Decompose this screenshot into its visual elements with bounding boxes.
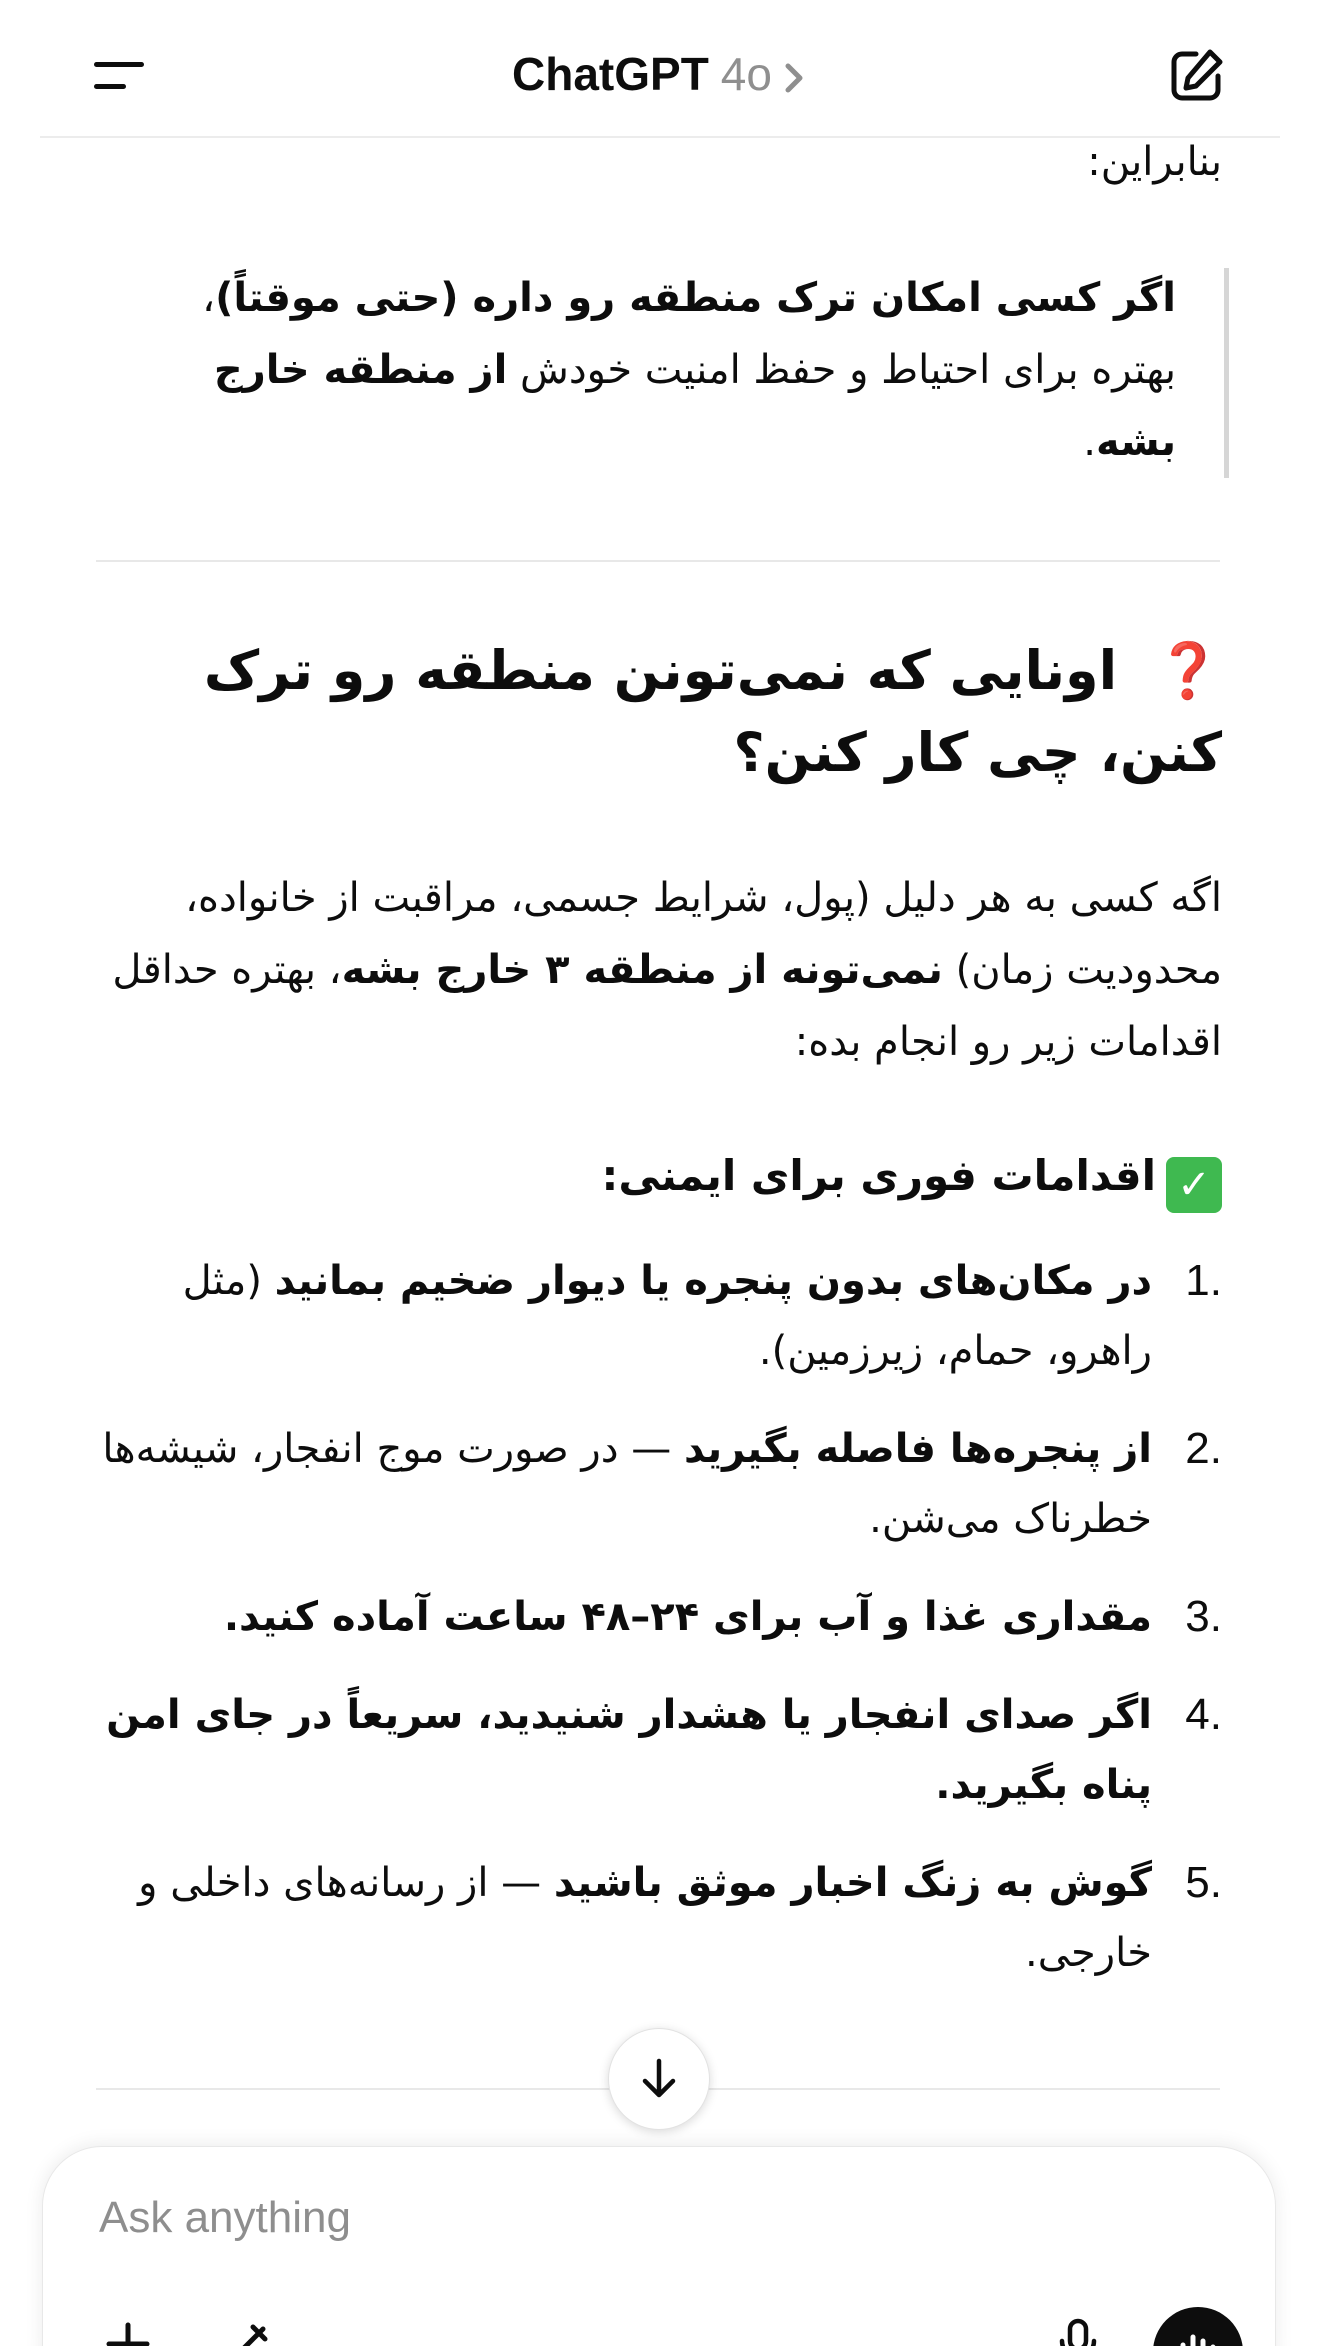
plus-icon[interactable] <box>103 2319 153 2346</box>
para-plain-2: ، بهتره حداقل اقدامات زیر رو انجام بده: <box>112 947 1222 1065</box>
question-mark-icon: ❓ <box>1154 639 1222 702</box>
model-name: 4o <box>720 48 772 100</box>
blockquote-bar <box>1224 268 1229 478</box>
quote-plain-1: ، بهتره برای احتیاط و حفظ امنیت خودش <box>202 275 1176 393</box>
para-plain-1: اگه کسی به هر دلیل (پول، شرایط جسمی، مراقبت از خانواده، محدودیت زمان) <box>185 875 1222 993</box>
quote-bold-1: اگر کسی امکان ترک منطقه رو داره (حتی موقتاً) <box>215 275 1176 321</box>
top-bar <box>0 0 1320 138</box>
voice-mode-icon <box>1153 2307 1243 2346</box>
heading-text: اونایی که نمی‌تونن منطقه رو ترک کنن، چی کار کنن؟ <box>203 639 1222 784</box>
list-item-bold: مقداری غذا و آب برای ۲۴–۴۸ ساعت آماده کنید. <box>223 1594 1152 1640</box>
list-number: 2. <box>1185 1424 1222 1473</box>
arrow-down-icon <box>639 2057 679 2101</box>
section-heading <box>98 630 1222 794</box>
list-item-text: — از رسانه‌های داخلی و خارجی. <box>138 1860 1152 1976</box>
check-mark-icon: ✓ <box>1166 1157 1222 1213</box>
action-list <box>98 1246 1222 2016</box>
list-item <box>98 1246 1222 1386</box>
subheading <box>98 1140 1222 1213</box>
scroll-to-bottom-button[interactable] <box>608 2028 710 2130</box>
list-item-bold: گوش به زنگ اخبار موثق باشید <box>553 1860 1152 1906</box>
new-chat-button[interactable] <box>1166 46 1226 106</box>
list-item-bold: در مکان‌های بدون پنجره یا دیوار ضخیم بمانید <box>274 1258 1152 1304</box>
list-item-text: — در صورت موج انفجار، شیشه‌ها خطرناک می‌شن. <box>102 1426 1152 1542</box>
compose-icon <box>1166 46 1226 106</box>
list-item-bold: اگر صدای انفجار یا هشدار شنیدید، سریعاً در جای امن پناه بگیرید. <box>106 1692 1152 1808</box>
para-bold: نمی‌تونه از منطقه ۳ خارج بشه <box>341 947 943 993</box>
list-item-text: (مثل راهرو، حمام، زیرزمین). <box>182 1258 1152 1374</box>
list-number: 4. <box>1185 1690 1222 1739</box>
section-divider <box>96 560 1220 562</box>
header-divider <box>40 136 1280 138</box>
mic-icon[interactable] <box>1053 2317 1103 2346</box>
quote-bold-2: از منطقه خارج بشه <box>213 347 1176 465</box>
model-selector[interactable] <box>0 44 1320 104</box>
tools-icon[interactable] <box>223 2319 273 2346</box>
subheading-text: اقدامات فوری برای ایمنی: <box>601 1151 1156 1200</box>
list-item <box>98 1582 1222 1652</box>
quote-plain-2: . <box>1083 419 1097 465</box>
app-title: ChatGPT <box>512 48 709 100</box>
section-paragraph <box>98 862 1222 1078</box>
list-number: 1. <box>1185 1256 1222 1305</box>
voice-mode-button[interactable] <box>1153 2307 1243 2346</box>
composer <box>42 2146 1276 2346</box>
list-item <box>98 1680 1222 1820</box>
list-item <box>98 1414 1222 1554</box>
list-number: 5. <box>1185 1858 1222 1907</box>
blockquote <box>116 262 1176 478</box>
message-input[interactable]: Ask anything <box>99 2193 351 2242</box>
chevron-right-icon <box>780 58 808 98</box>
list-number: 3. <box>1185 1592 1222 1641</box>
list-item-bold: از پنجره‌ها فاصله بگیرید <box>683 1426 1152 1472</box>
list-item <box>98 1848 1222 1988</box>
intro-text: بنابراین: <box>1087 139 1222 185</box>
